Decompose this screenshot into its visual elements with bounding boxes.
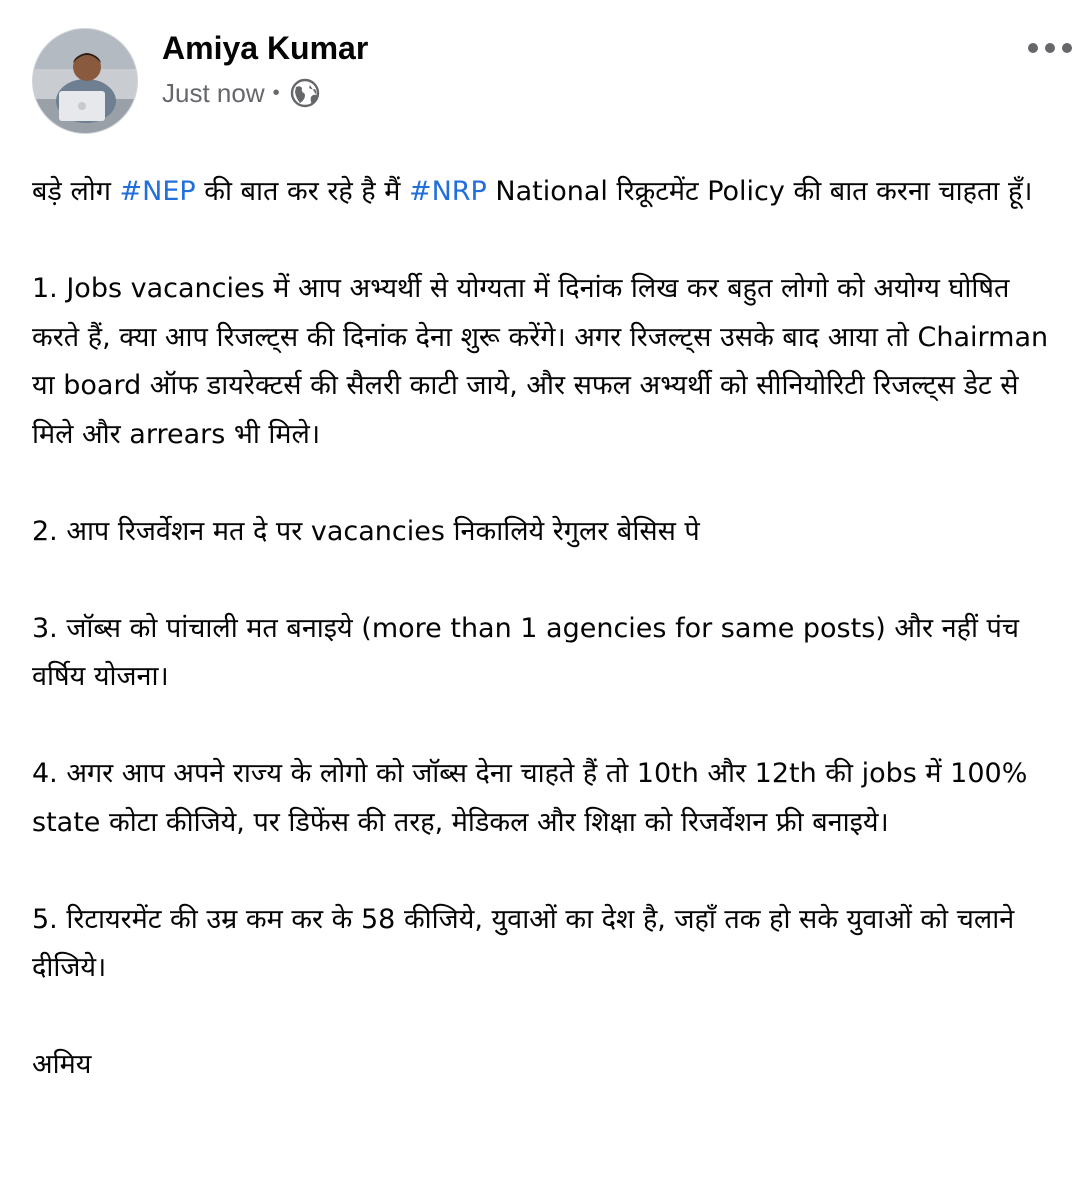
post-point-4: 4. अगर आप अपने राज्य के लोगो को जॉब्स देना चाहते हैं तो 10th और 12th की jobs में 100% state कोटा कीजिये, पर डिफेंस की तरह, मेडिकल और शिक्षा को रिजर्वेशन फ्री बनाइये। xyxy=(32,758,1028,838)
post-body xyxy=(32,168,1062,1090)
post-point-2: 2. आप रिजर्वेशन मत दे पर vacancies निकालिये रेगुलर बेसिस पे xyxy=(32,515,700,547)
more-dot xyxy=(1045,43,1055,53)
more-dot xyxy=(1062,43,1072,53)
intro-text-3: National रिक्रूटमेंट Policy की बात करना चाहता हूँ। xyxy=(486,176,1033,207)
post-header xyxy=(32,28,1072,138)
post-point-5: 5. रिटायरमेंट की उम्र कम कर के 58 कीजिये, युवाओं का देश है, जहाँ तक हो सके युवाओं को चलाने दीजिये। xyxy=(32,903,1015,983)
post-point-1: 1. Jobs vacancies में आप अभ्यर्थी से योग्यता में दिनांक लिख कर बहुत लोगो को अयोग्य घोषित करते हैं, क्या आप रिजल्ट्स की दिनांक देना शुरू करेंगे। अगर रिजल्ट्स उसके बाद आया तो Chairman या board ऑफ डायरेक्टर्स की सैलरी काटी जाये, और सफल अभ्यर्थी को सीनियोरिटी रिजल्ट्स डेट से मिले और arrears भी मिले। xyxy=(32,273,1049,450)
globe-icon[interactable] xyxy=(290,78,320,108)
author-name[interactable]: Amiya Kumar xyxy=(162,30,369,66)
hashtag-nep[interactable]: #NEP xyxy=(119,176,196,207)
post-timestamp[interactable]: Just now xyxy=(162,77,265,108)
post-intro xyxy=(32,168,1062,217)
post-meta xyxy=(162,76,320,110)
more-horizontal-icon[interactable] xyxy=(1028,40,1072,56)
intro-text-1: बड़े लोग xyxy=(32,176,120,207)
intro-text-2: की बात कर रहे है मैं xyxy=(195,176,409,207)
post-signature: अमिय xyxy=(32,1049,92,1080)
meta-separator: • xyxy=(272,81,280,104)
post-point-3: 3. जॉब्स को पांचाली मत बनाइये (more than 1 agencies for same posts) और नहीं पंच वर्षिय योजना। xyxy=(32,612,1020,692)
author-avatar[interactable] xyxy=(32,28,138,134)
hashtag-nrp[interactable]: #NRP xyxy=(408,176,487,207)
avatar-photo xyxy=(33,29,138,134)
more-dot xyxy=(1028,43,1038,53)
